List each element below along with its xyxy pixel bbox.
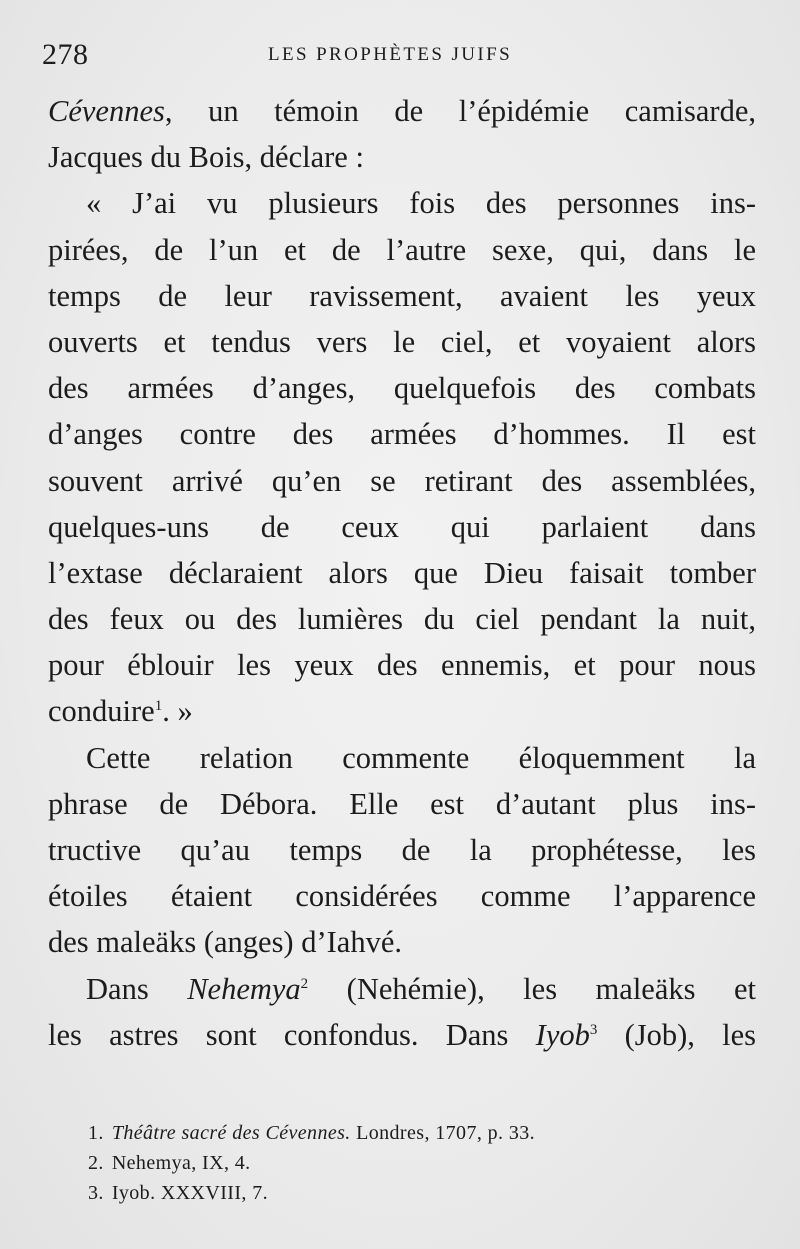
footnote-1: 1. Théâtre sacré des Cévennes. Londres, 1707, p. 33. — [88, 1122, 536, 1144]
text-line: Cette relation commente éloquemment la — [86, 740, 756, 775]
quote-line: temps de leur ravissement, avaient les yeux — [48, 278, 756, 313]
quote-line: d’anges contre des armées d’hommes. Il est — [48, 417, 756, 452]
footnote-2: 2. Nehemya, IX, 4. — [88, 1152, 251, 1174]
page-number: 278 — [42, 38, 89, 71]
footnote-3: 3. Iyob. XXXVIII, 7. — [88, 1182, 269, 1204]
quote-line: des armées d’anges, quelquefois des combats — [48, 371, 756, 406]
quote-line: ouverts et tendus vers le ciel, et voyaient alors — [48, 324, 756, 359]
text-line: phrase de Débora. Elle est d’autant plus ins- — [48, 786, 756, 821]
text-line: Jacques du Bois, déclare : — [48, 140, 364, 175]
quote-line: pirées, de l’un et de l’autre sexe, qui, dans le — [48, 232, 756, 267]
quote-line: « J’ai vu plusieurs fois des personnes ins- — [86, 186, 756, 221]
body-text — [48, 88, 756, 1058]
text-line: Dans Nehemya$^2$ (Nehémie), les maleäks et — [86, 971, 756, 1006]
quote-line: l’extase déclaraient alors que Dieu faisait tomber — [48, 555, 756, 590]
text-line: étoiles étaient considérées comme l’apparence — [48, 879, 756, 914]
quote-line: des feux ou des lumières du ciel pendant la nuit, — [48, 602, 756, 637]
quote-line: pour éblouir les yeux des ennemis, et pour nous — [48, 648, 756, 683]
text-line: des maleäks (anges) d’Iahvé. — [48, 925, 402, 960]
text-line: Cévennes, un témoin de l’épidémie camisarde, — [48, 94, 756, 128]
quote-line: conduire$^1$. » — [48, 694, 193, 729]
running-title: LES PROPHÈTES JUIFS — [267, 44, 513, 65]
footnote-ref-3: 3 — [589, 1021, 598, 1038]
footnotes — [88, 1118, 708, 1208]
footnote-ref-1: 1 — [154, 698, 163, 715]
quote-line: souvent arrivé qu’en se retirant des assemblées, — [48, 463, 756, 498]
running-header — [40, 38, 760, 78]
text-line: les astres sont confondus. Dans Iyob$^3$ (Job), les — [48, 1017, 756, 1052]
italic-place-name: Cévennes — [48, 94, 165, 128]
quote-line: quelques-uns de ceux qui parlaient dans — [48, 509, 756, 544]
text-line: tructive qu’au temps de la prophétesse, les — [48, 833, 756, 867]
footnote-ref-2: 2 — [300, 975, 309, 992]
